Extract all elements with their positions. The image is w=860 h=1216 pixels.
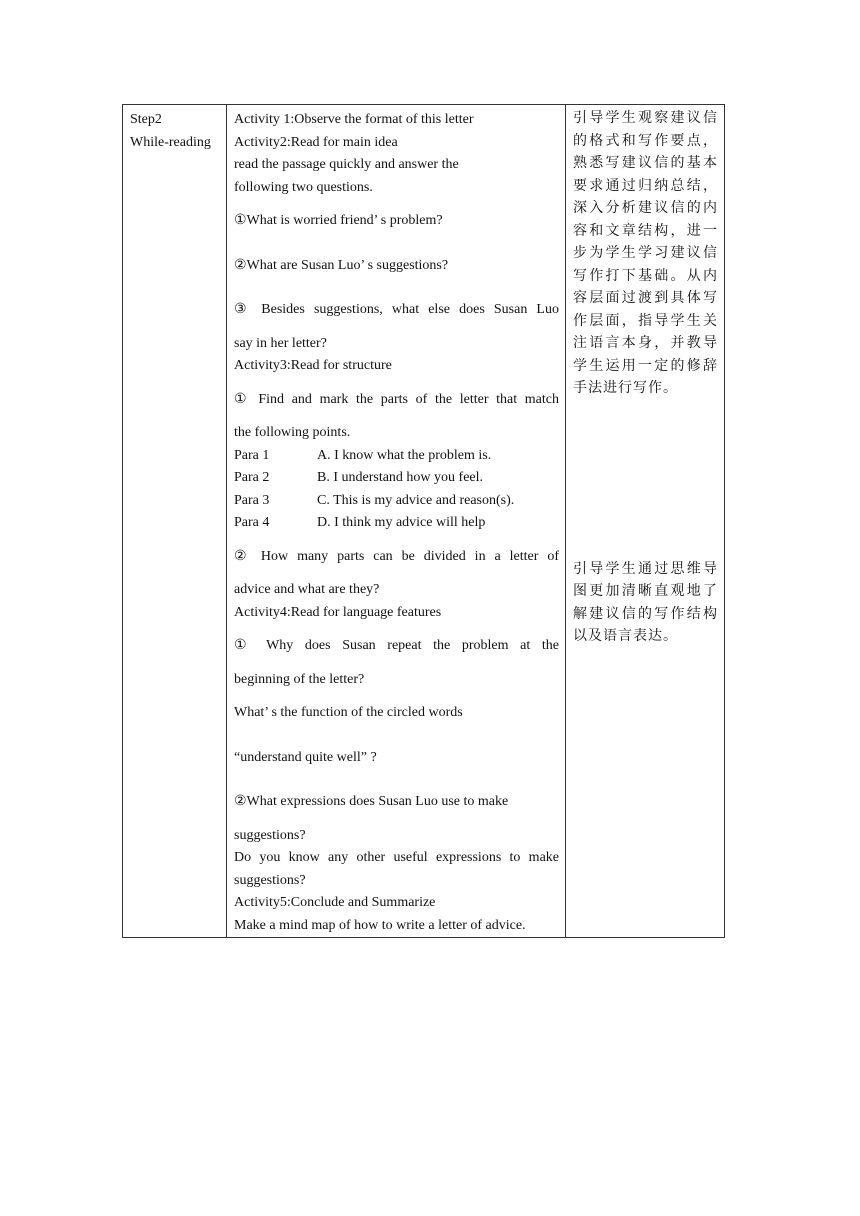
activity-3-title: Activity3:Read for structure <box>234 358 392 373</box>
para-label: Para 3 <box>234 492 270 508</box>
question-other-expressions: Do you know any other useful expressions to make <box>234 850 559 865</box>
list-item <box>234 512 559 535</box>
para-label: Para 4 <box>234 515 270 530</box>
activity-5-task: Make a mind map of how to write a letter of advice. <box>234 917 526 933</box>
activity-1: Activity 1:Observe the format of this letter <box>234 112 474 127</box>
question-problem: ①What is worried friend’ s problem? <box>234 213 443 228</box>
para-point: B. I understand how you feel. <box>317 470 484 485</box>
question-expressions-cont: suggestions? <box>234 827 306 843</box>
activity-2-instruction-cont: following two questions. <box>234 179 373 195</box>
design-intent-1: 引导学生观察建议信的格式和写作要点，熟悉写建议信的基本要求通过归纳总结，深入分析建议信的内容和文章结构，进一步为学生学习建议信写作打下基础。从内容层面过渡到具体写作层面，指导学生关注语言本身，并教导学生运用一定的修辞手法进行写作。 <box>573 110 718 396</box>
para-label: Para 1 <box>234 447 270 463</box>
design-intent-cell <box>566 105 725 938</box>
question-circled-words: “understand quite well” ? <box>234 749 377 765</box>
para-point: D. I think my advice will help <box>317 515 486 530</box>
lesson-plan-table <box>122 104 725 938</box>
question-function: What’ s the function of the circled words <box>234 705 463 720</box>
activity-4-title: Activity4:Read for language features <box>234 604 442 620</box>
list-item <box>234 467 559 490</box>
question-mark-parts: ① Find and mark the parts of the letter that match <box>234 391 559 407</box>
design-intent-2: 引导学生通过思维导图更加清晰直观地了解建议信的写作结构以及语言表达。 <box>573 560 718 644</box>
question-why-repeat: ① Why does Susan repeat the problem at the <box>234 638 559 653</box>
list-item <box>234 445 559 468</box>
para-point: A. I know what the problem is. <box>317 447 492 463</box>
list-item <box>234 490 559 513</box>
question-besides: ③ Besides suggestions, what else does Susan Luo <box>234 302 559 317</box>
question-why-repeat-cont: beginning of the letter? <box>234 671 365 687</box>
table-row <box>123 105 725 938</box>
activity-5-title: Activity5:Conclude and Summarize <box>234 895 436 910</box>
activity-2-instruction: read the passage quickly and answer the <box>234 157 459 172</box>
para-label: Para 2 <box>234 470 270 485</box>
step-cell <box>123 105 227 938</box>
activity-2-title: Activity2:Read for main idea <box>234 134 398 150</box>
step-name: While-reading <box>130 134 211 150</box>
question-suggestions: ②What are Susan Luo’ s suggestions? <box>234 257 449 273</box>
question-besides-cont: say in her letter? <box>234 335 327 351</box>
step-number: Step2 <box>130 112 162 127</box>
question-expressions: ②What expressions does Susan Luo use to make <box>234 794 509 809</box>
question-how-many-parts-cont: advice and what are they? <box>234 582 380 597</box>
activities-cell <box>227 105 566 938</box>
question-mark-parts-cont: the following points. <box>234 425 351 440</box>
question-other-expressions-cont: suggestions? <box>234 872 306 888</box>
para-point: C. This is my advice and reason(s). <box>317 492 515 508</box>
question-how-many-parts: ② How many parts can be divided in a letter of <box>234 548 559 564</box>
